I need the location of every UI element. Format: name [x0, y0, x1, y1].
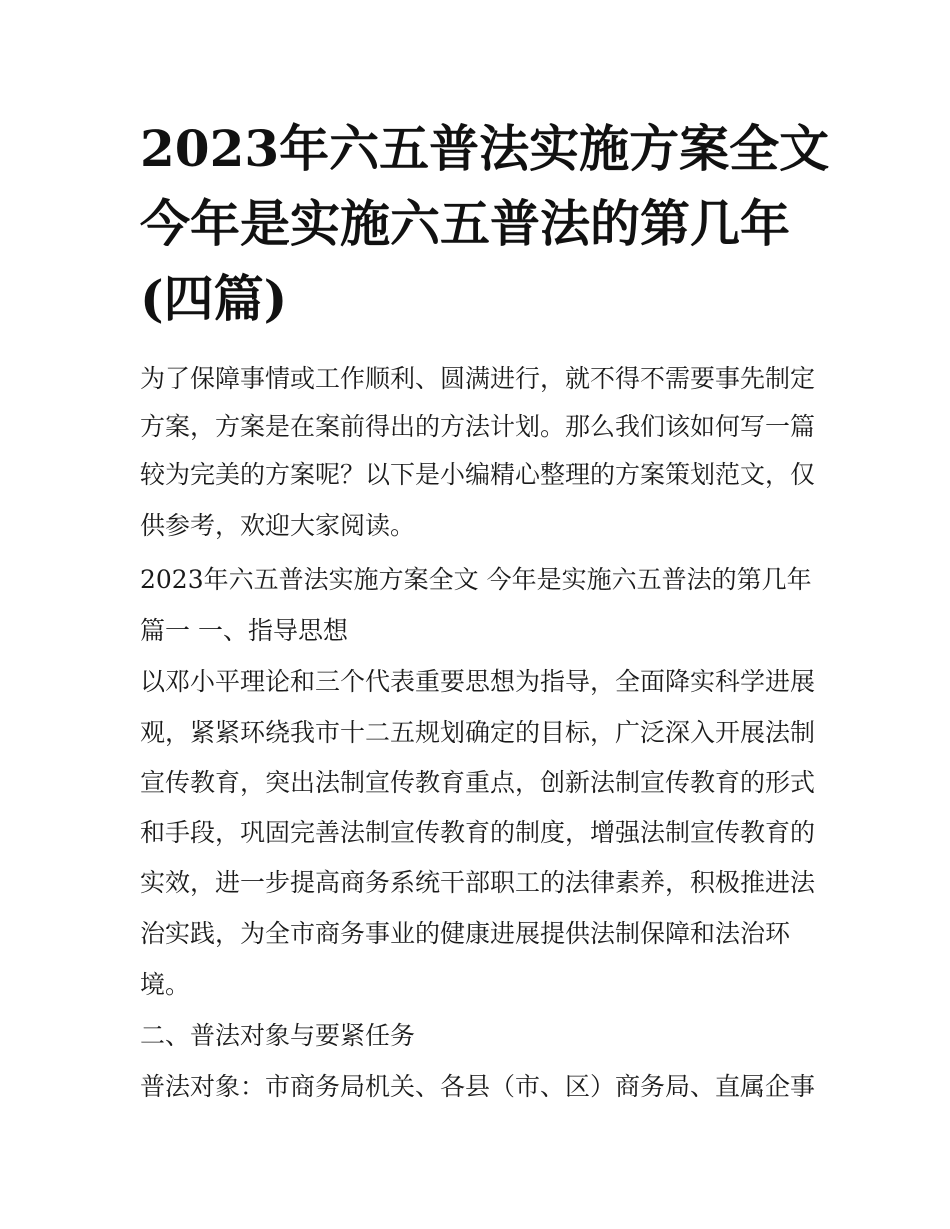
body-line: 2023年六五普法实施方案全文 今年是实施六五普法的第几年 [140, 565, 812, 594]
body-line: 普法对象：市商务局机关、各县（市、区）商务局、直属企事 [140, 1072, 816, 1101]
document-title-line-3: (四篇) [140, 269, 288, 328]
body-line: 和手段，巩固完善法制宣传教育的制度，增强法制宣传教育的 [140, 818, 816, 847]
body-line: 治实践，为全市商务事业的健康进展提供法制保障和法治环 [140, 919, 791, 948]
body-line: 实效，进一步提高商务系统干部职工的法律素养，积极推进法 [140, 868, 816, 897]
body-line: 较为完美的方案呢？以下是小编精心整理的方案策划范文，仅 [140, 460, 816, 489]
body-line: 观，紧紧环绕我市十二五规划确定的目标，广泛深入开展法制 [140, 718, 816, 747]
section-heading: 二、普法对象与要紧任务 [140, 1021, 416, 1050]
body-line: 宣传教育，突出法制宣传教育重点，创新法制宣传教育的形式 [140, 768, 816, 797]
body-line: 篇一 一、指导思想 [140, 616, 348, 645]
body-line: 为了保障事情或工作顺利、圆满进行，就不得不需要事先制定 [140, 364, 816, 393]
body-line: 方案，方案是在案前得出的方法计划。那么我们该如何写一篇 [140, 412, 816, 441]
document-title-line-2: 今年是实施六五普法的第几年 [140, 194, 790, 253]
body-line: 供参考，欢迎大家阅读。 [140, 511, 416, 540]
body-line: 以邓小平理论和三个代表重要思想为指导，全面降实科学进展 [140, 667, 816, 696]
document-title-line-1: 2023年六五普法实施方案全文 [140, 119, 830, 178]
body-line: 境。 [140, 970, 191, 999]
